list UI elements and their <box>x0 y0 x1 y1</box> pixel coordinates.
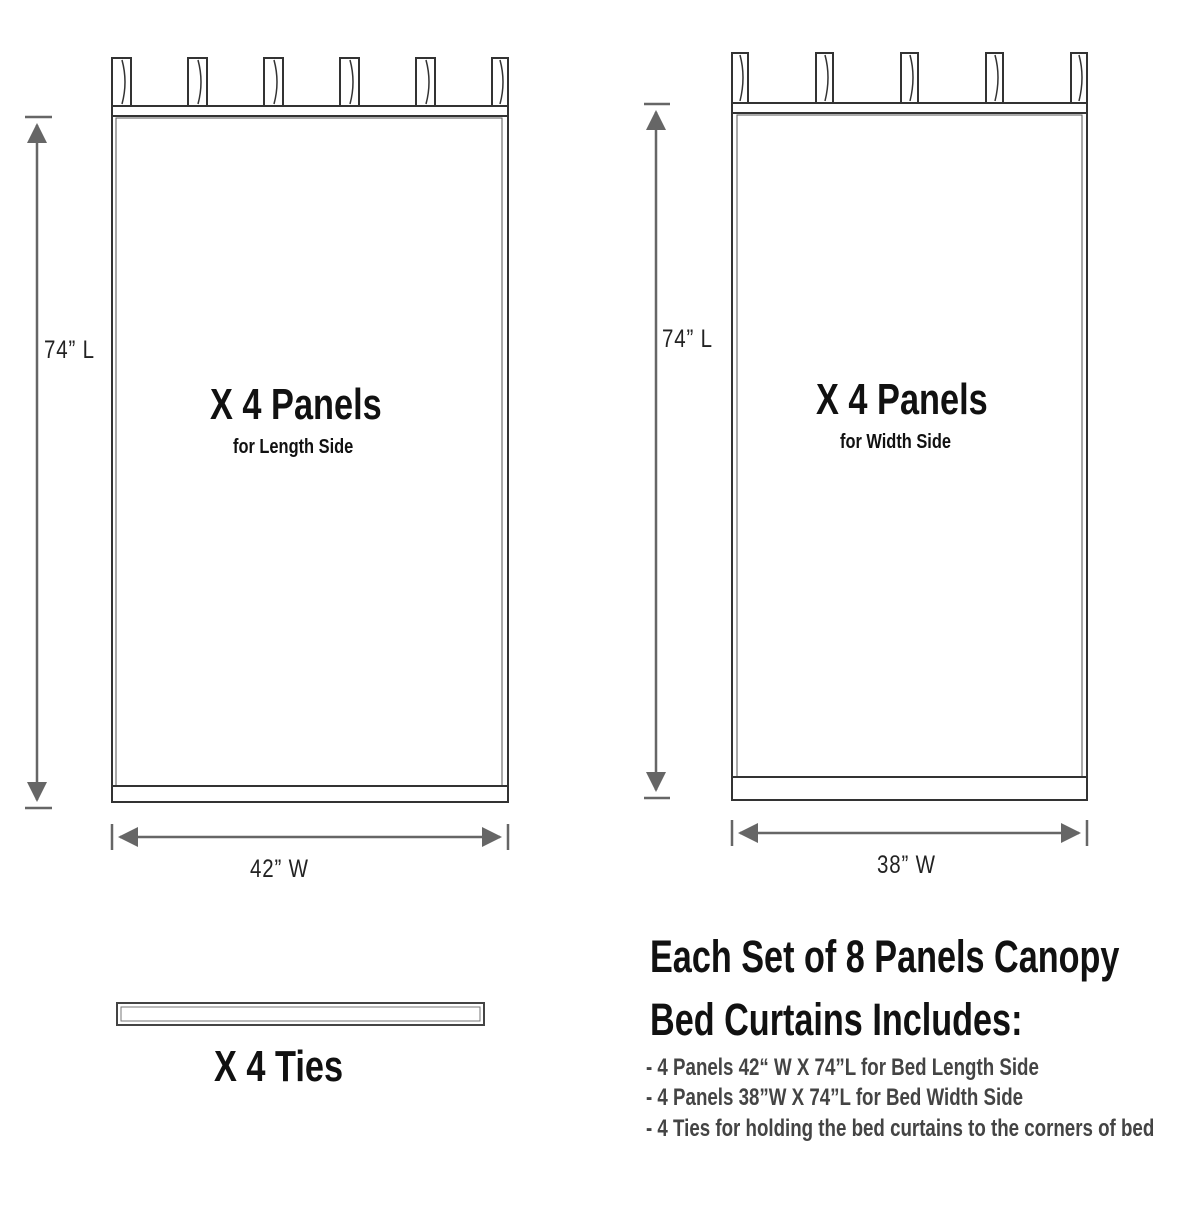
width-panel-width-label: 38” W <box>877 851 936 879</box>
ties-count-label: X 4 Ties <box>214 1042 344 1091</box>
width-panel-count-label: X 4 Panels <box>816 375 988 424</box>
tab <box>816 53 833 103</box>
length-panel-side-label: for Length Side <box>233 436 354 458</box>
includes-list-item: - 4 Panels 42“ W X 74”L for Bed Length Side <box>646 1054 1039 1081</box>
tie-drawing <box>117 1003 484 1025</box>
width-panel-height-dimension <box>644 104 670 798</box>
width-panel-tabs <box>732 53 1087 103</box>
width-panel-width-dimension <box>732 820 1087 846</box>
length-panel-count-label: X 4 Panels <box>210 380 382 429</box>
tab <box>188 58 207 106</box>
includes-list-item: - 4 Ties for holding the bed curtains to the corners of bed <box>646 1115 1155 1142</box>
length-panel-height-dimension <box>25 117 52 808</box>
length-panel-tabs <box>112 58 508 106</box>
tab <box>416 58 435 106</box>
tab <box>264 58 283 106</box>
tab <box>340 58 359 106</box>
length-panel-width-dimension <box>112 824 508 850</box>
tab <box>492 58 508 106</box>
tab <box>1071 53 1087 103</box>
width-panel-side-label: for Width Side <box>840 431 952 453</box>
includes-heading-line1: Each Set of 8 Panels Canopy <box>650 931 1120 982</box>
tab <box>986 53 1003 103</box>
tab <box>732 53 748 103</box>
tab <box>901 53 918 103</box>
length-panel-width-label: 42” W <box>250 855 309 883</box>
tab <box>112 58 131 106</box>
width-panel-height-label: 74” L <box>662 325 713 353</box>
width-panel-body <box>732 113 1087 800</box>
width-panel-header-band <box>732 103 1087 113</box>
includes-heading-line2: Bed Curtains Includes: <box>650 994 1023 1045</box>
length-panel-height-label: 74” L <box>44 336 95 364</box>
length-panel-header-band <box>112 106 508 116</box>
length-panel-body <box>112 116 508 802</box>
includes-list-item: - 4 Panels 38”W X 74”L for Bed Width Side <box>646 1084 1024 1111</box>
